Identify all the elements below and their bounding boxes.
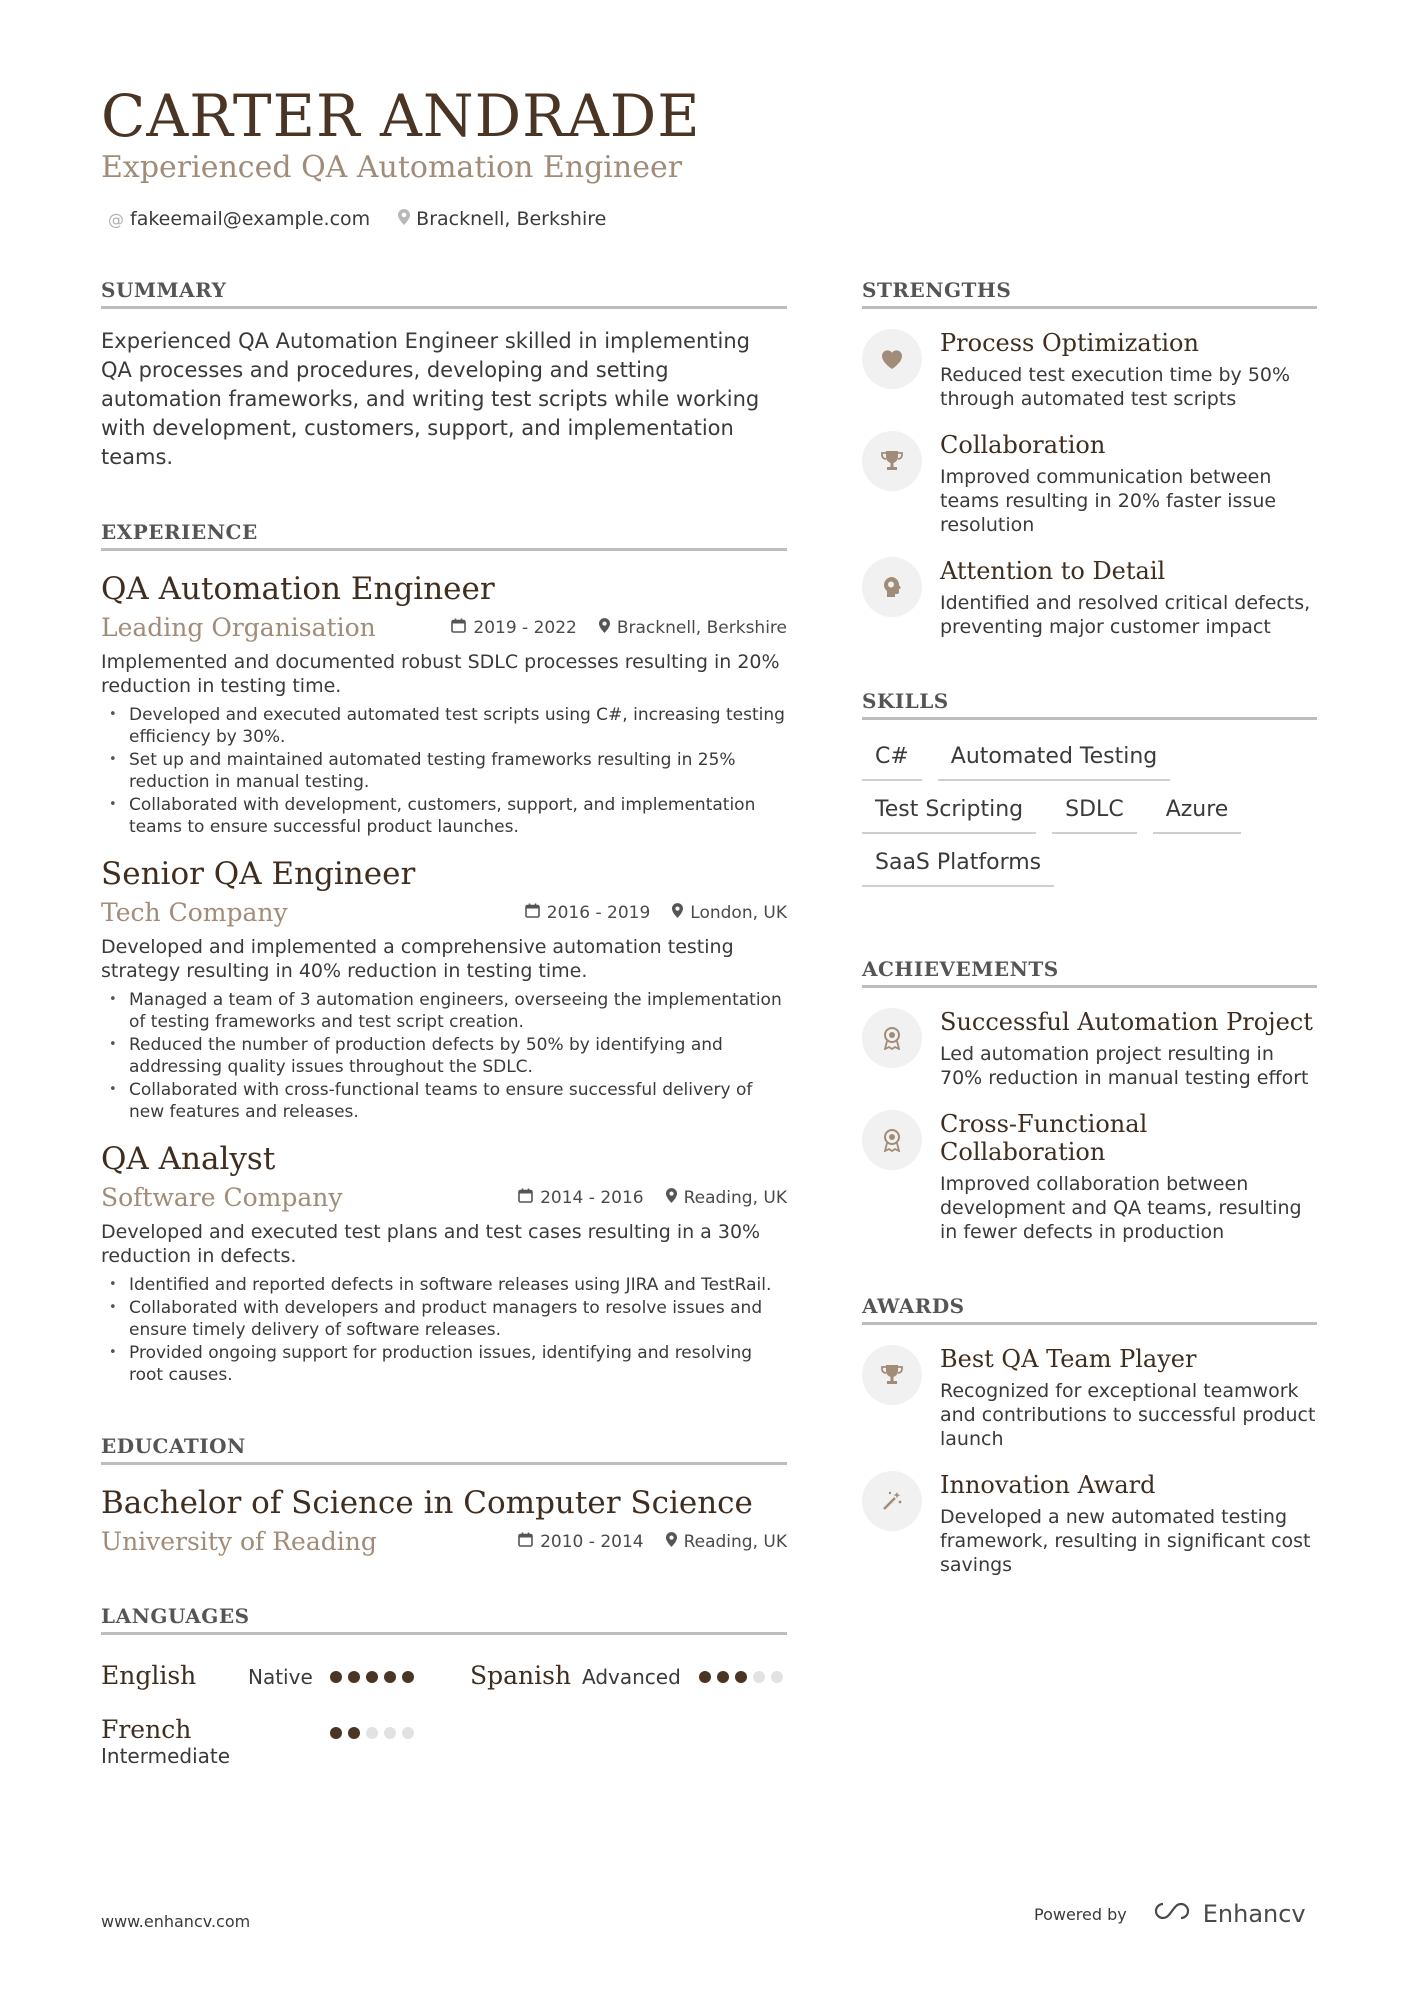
company-name: Leading Organisation bbox=[101, 613, 376, 642]
heart-icon bbox=[862, 329, 922, 389]
skill-tag: Automated Testing bbox=[938, 744, 1170, 781]
rating-dot-filled bbox=[717, 1671, 729, 1683]
rating-dot-filled bbox=[348, 1727, 360, 1739]
job-location: London, UK bbox=[690, 902, 787, 923]
award-desc: Developed a new automated testing framework, resulting in significant cost savings bbox=[940, 1506, 1311, 1576]
job-bullets bbox=[101, 989, 787, 1123]
list-item: • Collaborated with cross-functional teams to ensure successful delivery of new features and releases. bbox=[101, 1079, 787, 1123]
language-entry bbox=[101, 1715, 230, 1768]
calendar-icon bbox=[518, 1532, 533, 1551]
rating-dot-empty bbox=[384, 1727, 396, 1739]
achievement-title: Cross-Functional Collaboration bbox=[940, 1110, 1148, 1166]
list-item: • Managed a team of 3 automation engineers, overseeing the implementation of testing frameworks and test script creation. bbox=[101, 989, 787, 1033]
experience-entry bbox=[101, 856, 787, 1123]
language-level-wrap bbox=[582, 1665, 681, 1689]
brain-icon bbox=[862, 557, 922, 617]
contact-location bbox=[398, 208, 606, 230]
education-degree: Bachelor of Science in Computer Science bbox=[101, 1485, 753, 1521]
calendar-icon bbox=[518, 1188, 533, 1207]
brand-logo[interactable] bbox=[1149, 1900, 1306, 1928]
list-item: • Provided ongoing support for production issues, identifying and resolving root causes. bbox=[101, 1342, 787, 1386]
strength-title: Process Optimization bbox=[940, 329, 1199, 357]
list-item: • Collaborated with developers and product managers to resolve issues and ensure timely delivery of software releases. bbox=[101, 1297, 787, 1341]
achievement-title: Successful Automation Project bbox=[940, 1008, 1313, 1036]
language-name: Spanish bbox=[470, 1661, 572, 1690]
list-item: • Set up and maintained automated testing frameworks resulting in 25% reduction in manual testing. bbox=[101, 749, 787, 793]
strength-desc: Improved communication between teams resulting in 20% faster issue resolution bbox=[940, 466, 1277, 536]
achievement-desc: Led automation project resulting in 70% reduction in manual testing effort bbox=[940, 1043, 1309, 1089]
at-icon: @ bbox=[108, 209, 124, 229]
skill-tag: SDLC bbox=[1052, 797, 1137, 834]
language-rating bbox=[330, 1671, 414, 1683]
education-location: Reading, UK bbox=[683, 1531, 787, 1552]
magic-wand-icon bbox=[862, 1471, 922, 1531]
job-dates: 2016 - 2019 bbox=[546, 902, 651, 923]
language-level: Intermediate bbox=[101, 1744, 231, 1768]
skills-heading: SKILLS bbox=[862, 689, 1317, 720]
experience-heading: EXPERIENCE bbox=[101, 520, 787, 551]
footer-brand bbox=[1034, 1900, 1306, 1928]
language-level: Native bbox=[248, 1665, 313, 1689]
skills-list bbox=[862, 744, 1317, 887]
rating-dot-empty bbox=[771, 1671, 783, 1683]
award-item bbox=[862, 1471, 1317, 1577]
job-description: Developed and executed test plans and test cases resulting in a 30% reduction in defects. bbox=[101, 1221, 761, 1267]
strength-desc: Reduced test execution time by 50% through automated test scripts bbox=[940, 364, 1291, 410]
achievement-item bbox=[862, 1110, 1317, 1244]
strength-desc: Identified and resolved critical defects, preventing major customer impact bbox=[940, 592, 1311, 638]
job-title: QA Analyst bbox=[101, 1141, 276, 1177]
company-name: Software Company bbox=[101, 1183, 343, 1212]
job-location: Reading, UK bbox=[683, 1187, 787, 1208]
languages-list bbox=[101, 1649, 787, 1779]
calendar-icon bbox=[525, 903, 540, 922]
list-item: • Identified and reported defects in software releases using JIRA and TestRail. bbox=[101, 1274, 787, 1296]
achievement-item bbox=[862, 1008, 1317, 1090]
education-heading: EDUCATION bbox=[101, 1434, 787, 1465]
job-location: Bracknell, Berkshire bbox=[616, 617, 787, 638]
medal-icon bbox=[862, 1008, 922, 1068]
rating-dot-filled bbox=[330, 1727, 342, 1739]
location-text: Bracknell, Berkshire bbox=[416, 208, 607, 230]
rating-dot-filled bbox=[735, 1671, 747, 1683]
rating-dot-filled bbox=[348, 1671, 360, 1683]
trophy-icon bbox=[862, 431, 922, 491]
award-desc: Recognized for exceptional teamwork and contributions to successful product launch bbox=[940, 1380, 1316, 1450]
summary-heading: SUMMARY bbox=[101, 278, 787, 309]
awards-heading: AWARDS bbox=[862, 1294, 1317, 1325]
rating-dot-empty bbox=[402, 1727, 414, 1739]
language-level: Advanced bbox=[582, 1665, 681, 1689]
rating-dot-empty bbox=[366, 1727, 378, 1739]
language-name: English bbox=[101, 1661, 197, 1690]
email-text: fakeemail@example.com bbox=[130, 208, 371, 230]
powered-by-text: Powered by bbox=[1034, 1904, 1127, 1924]
trophy-icon bbox=[862, 1345, 922, 1405]
rating-dot-filled bbox=[402, 1671, 414, 1683]
job-title: QA Automation Engineer bbox=[101, 571, 495, 607]
job-description: Implemented and documented robust SDLC processes resulting in 20% reduction in testing time. bbox=[101, 651, 780, 697]
language-name: French bbox=[101, 1715, 192, 1744]
strength-item bbox=[862, 329, 1317, 411]
achievements-heading: ACHIEVEMENTS bbox=[862, 957, 1317, 988]
strength-title: Collaboration bbox=[940, 431, 1106, 459]
company-name: Tech Company bbox=[101, 898, 288, 927]
award-title: Best QA Team Player bbox=[940, 1345, 1197, 1373]
job-description: Developed and implemented a comprehensive automation testing strategy resulting in 40% reduction in testing time. bbox=[101, 936, 734, 982]
language-rating bbox=[699, 1671, 783, 1683]
rating-dot-filled bbox=[384, 1671, 396, 1683]
award-item bbox=[862, 1345, 1317, 1451]
strengths-heading: STRENGTHS bbox=[862, 278, 1317, 309]
location-pin-icon bbox=[599, 618, 610, 637]
footer-website[interactable]: www.enhancv.com bbox=[101, 1912, 251, 1931]
strength-item bbox=[862, 431, 1317, 537]
rating-dot-empty bbox=[753, 1671, 765, 1683]
candidate-name: CARTER ANDRADE bbox=[101, 82, 701, 150]
job-title: Senior QA Engineer bbox=[101, 856, 416, 892]
experience-entry bbox=[101, 1141, 787, 1386]
skill-tag: C# bbox=[862, 744, 922, 781]
location-pin-icon bbox=[666, 1188, 677, 1207]
medal-icon bbox=[862, 1110, 922, 1170]
job-bullets bbox=[101, 1274, 787, 1386]
brand-name: Enhancv bbox=[1202, 1900, 1306, 1928]
list-item: • Developed and executed automated test scripts using C#, increasing testing efficiency by 30%. bbox=[101, 704, 787, 748]
contact-row bbox=[108, 208, 606, 230]
summary-text: Experienced QA Automation Engineer skilled in implementing QA processes and procedures, developing and setting automation frameworks, and writing test scripts while working with development, customers, support, and implementation teams. bbox=[101, 329, 760, 469]
award-title: Innovation Award bbox=[940, 1471, 1156, 1499]
location-pin-icon bbox=[672, 903, 683, 922]
rating-dot-filled bbox=[330, 1671, 342, 1683]
list-item: • Reduced the number of production defects by 50% by identifying and addressing quality issues throughout the SDLC. bbox=[101, 1034, 787, 1078]
school-name: University of Reading bbox=[101, 1527, 377, 1556]
job-bullets bbox=[101, 704, 787, 838]
job-dates: 2019 - 2022 bbox=[473, 617, 577, 638]
contact-email[interactable] bbox=[108, 208, 370, 230]
language-level-wrap bbox=[248, 1665, 313, 1689]
candidate-headline: Experienced QA Automation Engineer bbox=[101, 150, 683, 185]
rating-dot-filled bbox=[366, 1671, 378, 1683]
location-pin-icon bbox=[398, 209, 410, 229]
education-dates: 2010 - 2014 bbox=[540, 1531, 644, 1552]
list-item: • Collaborated with development, customers, support, and implementation teams to ensure successful product launches. bbox=[101, 794, 787, 838]
strength-title: Attention to Detail bbox=[940, 557, 1166, 585]
calendar-icon bbox=[451, 618, 466, 637]
job-dates: 2014 - 2016 bbox=[540, 1187, 644, 1208]
rating-dot-filled bbox=[699, 1671, 711, 1683]
language-rating bbox=[330, 1727, 414, 1739]
strength-item bbox=[862, 557, 1317, 639]
language-entry bbox=[101, 1661, 196, 1690]
languages-heading: LANGUAGES bbox=[101, 1604, 787, 1635]
enhancv-logo-icon bbox=[1149, 1900, 1195, 1928]
skill-tag: Azure bbox=[1153, 797, 1242, 834]
achievement-desc: Improved collaboration between development and QA teams, resulting in fewer defects in production bbox=[940, 1173, 1302, 1243]
experience-entry bbox=[101, 571, 787, 838]
skill-tag: SaaS Platforms bbox=[862, 850, 1054, 887]
language-entry bbox=[470, 1661, 571, 1690]
right-column bbox=[862, 278, 1317, 1577]
skill-tag: Test Scripting bbox=[862, 797, 1036, 834]
location-pin-icon bbox=[666, 1532, 677, 1551]
left-column bbox=[101, 278, 787, 1779]
